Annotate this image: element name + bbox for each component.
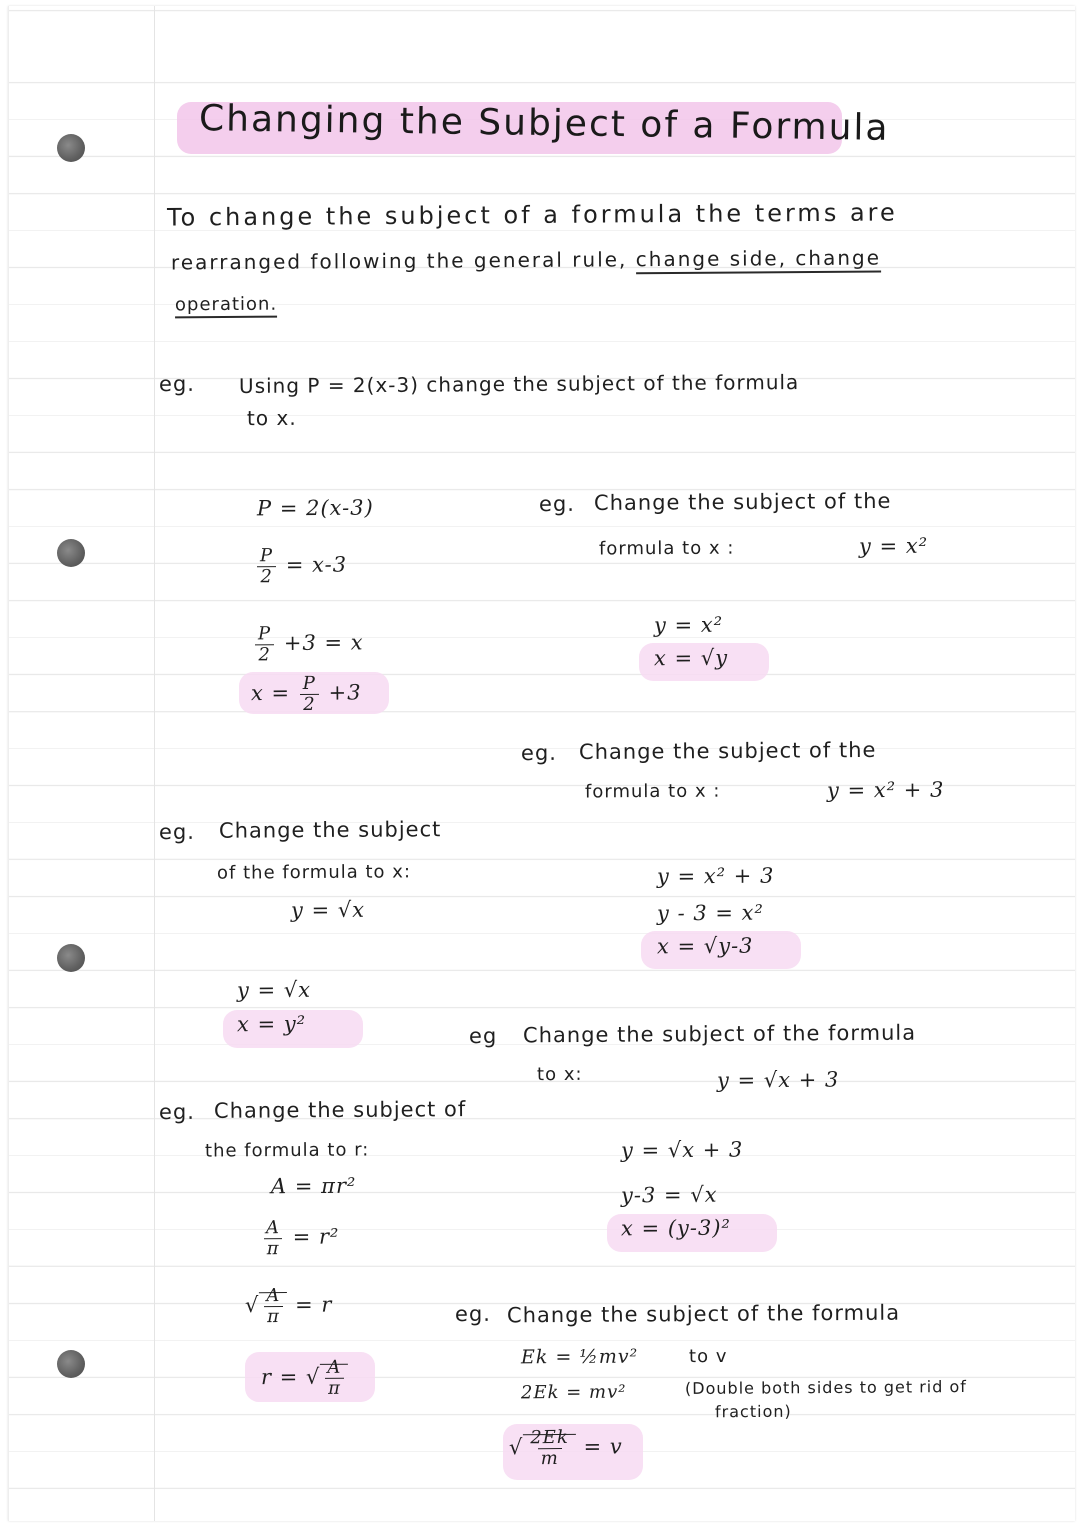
notebook-page bbox=[8, 6, 1075, 1521]
intro-line-2 bbox=[171, 246, 881, 275]
example2-text: Change the subject of the bbox=[593, 488, 892, 516]
example7-note2: fraction) bbox=[714, 1401, 792, 1422]
example7-to-v: to v bbox=[688, 1345, 728, 1368]
example1-step-1: P = 2(x-3) bbox=[256, 495, 374, 521]
square-root: √ $\frac{A}{\pi}$ bbox=[306, 1358, 349, 1399]
example7-text: Change the subject of the formula bbox=[506, 1300, 901, 1328]
square-root: √ $\frac{A}{\pi}$ bbox=[245, 1286, 288, 1327]
example6-formula: A = πr² bbox=[270, 1173, 357, 1199]
example5-prefix: eg bbox=[468, 1023, 498, 1049]
example3-step-2: y - 3 = x² bbox=[656, 900, 764, 926]
example2-prefix: eg. bbox=[538, 491, 576, 517]
punch-hole bbox=[57, 134, 85, 162]
intro-rule: change side, change bbox=[636, 246, 881, 275]
punch-hole bbox=[57, 1350, 85, 1378]
example5-answer: x = (y-3)² bbox=[620, 1215, 732, 1241]
example1-step-3: $\frac{P}{2}$ +3 = x bbox=[253, 624, 364, 665]
example4-text: Change the subject bbox=[218, 817, 442, 843]
example7-note: (Double both sides to get rid of bbox=[684, 1377, 967, 1398]
intro-line-3: operation. bbox=[175, 294, 277, 319]
example6-text2: the formula to r: bbox=[204, 1139, 370, 1162]
example7-answer: √ $\frac{2Ek}{m}$ = v bbox=[508, 1426, 623, 1469]
example2-answer: x = √y bbox=[653, 645, 729, 671]
example2-step-1: y = x² bbox=[653, 612, 724, 638]
margin-line bbox=[154, 6, 155, 1521]
example1-prefix: eg. bbox=[158, 371, 196, 397]
example5-text2: to x: bbox=[536, 1063, 583, 1086]
example3-prefix: eg. bbox=[520, 740, 558, 766]
example7-step-1: 2Ek = mv² bbox=[520, 1381, 627, 1404]
example2-formula: y = x² bbox=[858, 533, 929, 559]
example1-step-2: $\frac{P}{2}$ = x-3 bbox=[255, 546, 347, 587]
example6-prefix: eg. bbox=[158, 1099, 196, 1125]
example3-step-1: y = x² + 3 bbox=[656, 863, 775, 889]
example1-text2: to x. bbox=[246, 405, 297, 431]
example7-prefix: eg. bbox=[454, 1301, 492, 1327]
example7-formula: Ek = ½mv² bbox=[520, 1345, 639, 1369]
example5-formula: y = √x + 3 bbox=[716, 1067, 840, 1093]
intro-line-2-prefix: rearranged following the general rule, bbox=[170, 247, 628, 275]
example7-fraction: $\frac{2Ek}{m}$ bbox=[530, 1426, 569, 1469]
example6-text: Change the subject of bbox=[213, 1097, 467, 1123]
example4-step-1: y = √x bbox=[236, 977, 312, 1003]
example6-step-2: √ $\frac{A}{\pi}$ = r bbox=[244, 1285, 333, 1327]
example5-text: Change the subject of the formula bbox=[522, 1020, 917, 1048]
example3-answer: x = √y-3 bbox=[656, 933, 754, 959]
example6-fraction: $\frac{A}{\pi}$ bbox=[263, 1218, 283, 1259]
example1-fraction: $\frac{P}{2}$ bbox=[300, 674, 319, 715]
example6-fraction: $\frac{A}{\pi}$ bbox=[324, 1358, 344, 1399]
example5-step-2: y-3 = √x bbox=[620, 1182, 718, 1208]
example3-formula: y = x² + 3 bbox=[826, 777, 945, 803]
example1-answer: x = $\frac{P}{2}$ +3 bbox=[250, 672, 362, 715]
punch-hole bbox=[57, 539, 85, 567]
square-root: √ $\frac{2Ek}{m}$ bbox=[509, 1428, 576, 1469]
example5-step-1: y = √x + 3 bbox=[620, 1137, 744, 1163]
example6-step-1: $\frac{A}{\pi}$ = r² bbox=[261, 1218, 340, 1259]
example3-text: Change the subject of the bbox=[578, 737, 877, 765]
intro-line-1: To change the subject of a formula the terms are bbox=[166, 198, 898, 232]
example4-answer: x = y² bbox=[236, 1011, 307, 1037]
example6-answer: r = √ $\frac{A}{\pi}$ bbox=[261, 1358, 349, 1399]
example1-fraction: $\frac{P}{2}$ bbox=[255, 624, 274, 665]
example1-text: Using P = 2(x-3) change the subject of the formula bbox=[238, 370, 800, 398]
page-title: Changing the Subject of a Formula bbox=[198, 98, 890, 149]
example3-text2: formula to x : bbox=[584, 780, 721, 803]
example1-fraction: $\frac{P}{2}$ bbox=[257, 546, 276, 587]
punch-hole bbox=[57, 944, 85, 972]
example4-text2: of the formula to x: bbox=[216, 861, 412, 884]
example2-text2: formula to x : bbox=[598, 537, 735, 560]
example6-fraction: $\frac{A}{\pi}$ bbox=[263, 1286, 283, 1327]
example4-prefix: eg. bbox=[158, 819, 196, 845]
example4-formula: y = √x bbox=[290, 897, 366, 923]
